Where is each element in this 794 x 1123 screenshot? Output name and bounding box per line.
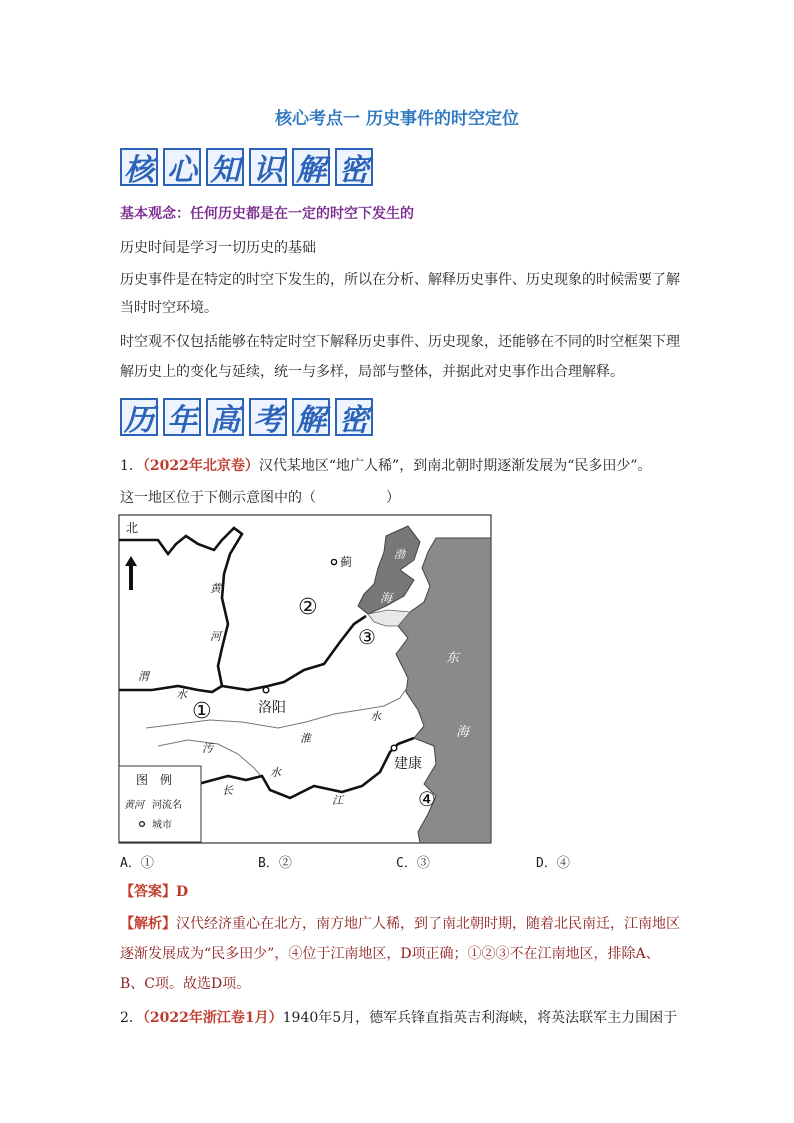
banner-char: 密 [335,398,373,436]
banner-core-knowledge [120,148,378,186]
option-d[interactable]: D．④ [536,856,570,871]
banner-char: 年 [163,398,201,436]
banner-past-exams [120,398,378,436]
sea-label: 渤 [394,548,405,561]
banner-char: 核 [120,148,158,186]
legend-river-label: 河流名 [152,800,182,811]
river-label: 渭 [138,670,149,683]
paragraph-1: 历史时间是学习一切历史的基础 [120,240,316,256]
city-label-ji: 蓟 [340,555,353,569]
banner-char: 考 [249,398,287,436]
sea-label: 海 [456,725,470,740]
paragraph-3-line2: 解历史上的变化与延续，统一与多样，局部与整体，并据此对史事作出合理解释。 [120,364,624,380]
concept-heading: 基本观念：任何历史都是在一定的时空下发生的 [120,206,414,222]
city-label-jiankang: 建康 [394,756,422,772]
analysis-label: 【解析】 [120,916,176,932]
page-title: 核心考点一 历史事件的时空定位 [275,109,519,129]
map-marker-3: ③ [358,625,376,649]
river-label: 长 [222,784,233,797]
sea-label: 海 [380,591,393,605]
river-label: 淮 [300,732,311,745]
option-b[interactable]: B．② [258,856,292,871]
question-source: （2022年浙江卷1月） [142,1010,283,1026]
banner-char: 解 [292,398,330,436]
sea-label: 东 [446,651,460,666]
analysis-line1 [120,914,680,934]
answer-label: 【答案】 [120,884,176,900]
answer-line [120,882,188,902]
map-marker-1: ① [192,699,212,724]
question-source: （2022年北京卷） [142,458,259,474]
legend-city-label: 城市 [152,820,172,831]
river-label: 河 [210,630,221,643]
legend-river-sample: 黄河 [124,800,144,811]
map-marker-4: ④ [418,787,436,811]
river-label: 黄 [210,582,221,595]
analysis-text: 汉代经济重心在北方，南方地广人稀，到了南北朝时期，随着北民南迁，江南地区 [176,916,680,932]
river-label: 江 [332,794,343,807]
option-c[interactable]: C．③ [396,856,430,871]
banner-char: 高 [206,398,244,436]
city-label-luoyang: 洛阳 [258,700,286,716]
question-number: 2． [120,1010,143,1026]
north-label: 北 [126,521,139,535]
banner-char: 解 [292,148,330,186]
paragraph-2-line1: 历史事件是在特定的时空下发生的，所以在分析、解释历史事件、历史现象的时候需要了解 [120,272,680,288]
legend-title: 图 例 [136,773,173,787]
paragraph-3-line1: 时空观不仅包括能够在特定时空下解释历史事件、历史现象，还能够在不同的时空框架下理 [120,334,680,350]
question-2-line1 [120,1008,677,1028]
paragraph-2-line2: 当时时空环境。 [120,300,218,316]
banner-char: 密 [335,148,373,186]
answer-value: D [176,884,189,900]
analysis-line3: B、C项。故选D项。 [120,976,251,992]
banner-char: 知 [206,148,244,186]
banner-char: 心 [163,148,201,186]
river-label: 水 [270,766,281,779]
history-map [118,514,492,844]
question-text: 1940年5月，德军兵锋直指英吉利海峡，将英法联军主力围困于 [282,1010,678,1026]
question-1-line1 [120,456,652,476]
river-label: 汚 [202,742,213,755]
question-text: 汉代某地区“地广人稀”，到南北朝时期逐渐发展为“民多田少”。 [258,458,652,474]
banner-char: 识 [249,148,287,186]
river-label: 水 [370,710,381,723]
map-marker-2: ② [298,595,318,620]
question-1-line2: 这一地区位于下侧示意图中的（ ） [120,490,400,506]
analysis-line2: 逐渐发展成为“民多田少”，④位于江南地区，D项正确；①②③不在江南地区，排除A、 [120,946,660,962]
question-number: 1． [120,458,143,474]
river-label: 水 [176,688,187,701]
banner-char: 历 [120,398,158,436]
option-a[interactable]: A．① [120,856,154,871]
